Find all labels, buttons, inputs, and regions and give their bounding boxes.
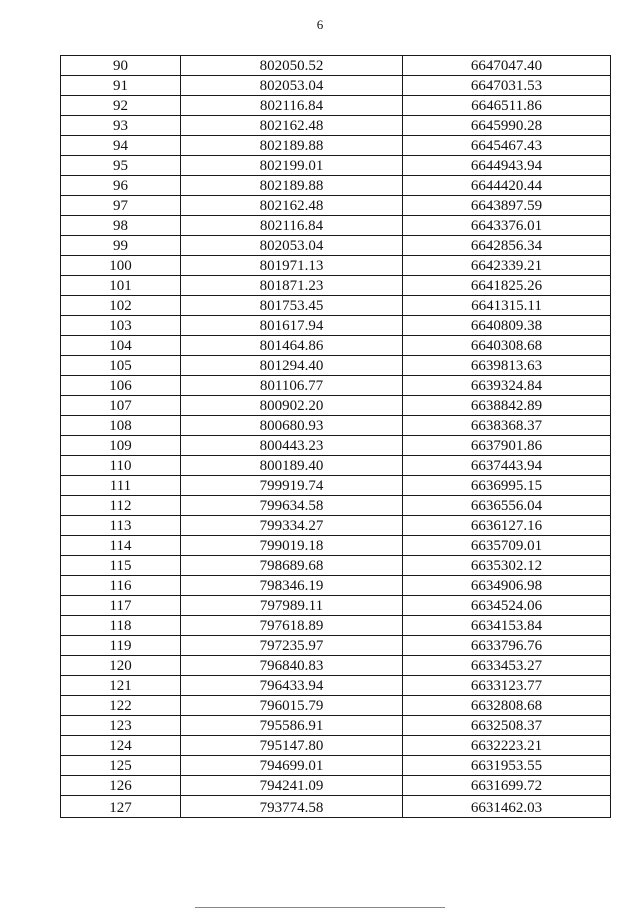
table-row (61, 796, 611, 818)
x-coordinate-cell: 800902.20 (181, 396, 403, 416)
y-coordinate-cell: 6638368.37 (403, 416, 611, 436)
table-row (61, 756, 611, 776)
point-number-cell: 96 (61, 176, 181, 196)
x-coordinate-cell: 796840.83 (181, 656, 403, 676)
coordinates-table-body (61, 56, 611, 818)
table-row (61, 376, 611, 396)
x-coordinate-cell: 799634.58 (181, 496, 403, 516)
page-number: 6 (316, 17, 324, 32)
point-number-cell: 110 (61, 456, 181, 476)
point-number-cell: 100 (61, 256, 181, 276)
x-coordinate-cell: 802050.52 (181, 56, 403, 76)
point-number-cell: 109 (61, 436, 181, 456)
point-number-cell: 107 (61, 396, 181, 416)
point-number-cell: 115 (61, 556, 181, 576)
x-coordinate-cell: 798346.19 (181, 576, 403, 596)
table-row (61, 316, 611, 336)
y-coordinate-cell: 6638842.89 (403, 396, 611, 416)
coordinates-table (60, 55, 611, 818)
x-coordinate-cell: 802199.01 (181, 156, 403, 176)
point-number-cell: 126 (61, 776, 181, 796)
point-number-cell: 103 (61, 316, 181, 336)
point-number-cell: 114 (61, 536, 181, 556)
point-number-cell: 101 (61, 276, 181, 296)
y-coordinate-cell: 6645990.28 (403, 116, 611, 136)
table-row (61, 536, 611, 556)
table-row (61, 696, 611, 716)
x-coordinate-cell: 801106.77 (181, 376, 403, 396)
y-coordinate-cell: 6633453.27 (403, 656, 611, 676)
x-coordinate-cell: 796015.79 (181, 696, 403, 716)
point-number-cell: 93 (61, 116, 181, 136)
x-coordinate-cell: 802116.84 (181, 216, 403, 236)
y-coordinate-cell: 6632223.21 (403, 736, 611, 756)
y-coordinate-cell: 6640809.38 (403, 316, 611, 336)
y-coordinate-cell: 6635302.12 (403, 556, 611, 576)
x-coordinate-cell: 797235.97 (181, 636, 403, 656)
point-number-cell: 99 (61, 236, 181, 256)
x-coordinate-cell: 799019.18 (181, 536, 403, 556)
table-row (61, 136, 611, 156)
table-row (61, 736, 611, 756)
x-coordinate-cell: 801971.13 (181, 256, 403, 276)
x-coordinate-cell: 801871.23 (181, 276, 403, 296)
table-row (61, 296, 611, 316)
x-coordinate-cell: 800680.93 (181, 416, 403, 436)
x-coordinate-cell: 802162.48 (181, 116, 403, 136)
x-coordinate-cell: 798689.68 (181, 556, 403, 576)
table-row (61, 356, 611, 376)
table-row (61, 176, 611, 196)
table-row (61, 676, 611, 696)
y-coordinate-cell: 6631462.03 (403, 796, 611, 818)
table-row (61, 216, 611, 236)
table-row (61, 336, 611, 356)
x-coordinate-cell: 794241.09 (181, 776, 403, 796)
table-row (61, 416, 611, 436)
x-coordinate-cell: 793774.58 (181, 796, 403, 818)
point-number-cell: 94 (61, 136, 181, 156)
point-number-cell: 106 (61, 376, 181, 396)
table-row (61, 96, 611, 116)
y-coordinate-cell: 6632808.68 (403, 696, 611, 716)
point-number-cell: 112 (61, 496, 181, 516)
table-row (61, 716, 611, 736)
x-coordinate-cell: 801617.94 (181, 316, 403, 336)
y-coordinate-cell: 6637443.94 (403, 456, 611, 476)
y-coordinate-cell: 6632508.37 (403, 716, 611, 736)
y-coordinate-cell: 6641825.26 (403, 276, 611, 296)
x-coordinate-cell: 802116.84 (181, 96, 403, 116)
x-coordinate-cell: 797618.89 (181, 616, 403, 636)
table-row (61, 476, 611, 496)
bottom-rule (195, 907, 445, 908)
x-coordinate-cell: 795147.80 (181, 736, 403, 756)
y-coordinate-cell: 6636556.04 (403, 496, 611, 516)
table-row (61, 456, 611, 476)
x-coordinate-cell: 802053.04 (181, 76, 403, 96)
table-row (61, 636, 611, 656)
x-coordinate-cell: 801753.45 (181, 296, 403, 316)
table-row (61, 276, 611, 296)
y-coordinate-cell: 6634906.98 (403, 576, 611, 596)
table-row (61, 56, 611, 76)
point-number-cell: 124 (61, 736, 181, 756)
table-row (61, 516, 611, 536)
y-coordinate-cell: 6639813.63 (403, 356, 611, 376)
point-number-cell: 113 (61, 516, 181, 536)
table-row (61, 116, 611, 136)
table-row (61, 236, 611, 256)
y-coordinate-cell: 6636995.15 (403, 476, 611, 496)
y-coordinate-cell: 6634524.06 (403, 596, 611, 616)
point-number-cell: 91 (61, 76, 181, 96)
y-coordinate-cell: 6644943.94 (403, 156, 611, 176)
point-number-cell: 127 (61, 796, 181, 818)
y-coordinate-cell: 6631953.55 (403, 756, 611, 776)
x-coordinate-cell: 795586.91 (181, 716, 403, 736)
table-row (61, 156, 611, 176)
y-coordinate-cell: 6631699.72 (403, 776, 611, 796)
y-coordinate-cell: 6634153.84 (403, 616, 611, 636)
point-number-cell: 119 (61, 636, 181, 656)
table-row (61, 776, 611, 796)
y-coordinate-cell: 6639324.84 (403, 376, 611, 396)
point-number-cell: 98 (61, 216, 181, 236)
point-number-cell: 108 (61, 416, 181, 436)
point-number-cell: 92 (61, 96, 181, 116)
y-coordinate-cell: 6644420.44 (403, 176, 611, 196)
point-number-cell: 97 (61, 196, 181, 216)
y-coordinate-cell: 6636127.16 (403, 516, 611, 536)
x-coordinate-cell: 794699.01 (181, 756, 403, 776)
table-row (61, 196, 611, 216)
x-coordinate-cell: 802189.88 (181, 136, 403, 156)
table-row (61, 436, 611, 456)
table-row (61, 616, 611, 636)
table-row (61, 596, 611, 616)
y-coordinate-cell: 6633123.77 (403, 676, 611, 696)
y-coordinate-cell: 6645467.43 (403, 136, 611, 156)
point-number-cell: 116 (61, 576, 181, 596)
table-row (61, 576, 611, 596)
table-row (61, 256, 611, 276)
table-row (61, 496, 611, 516)
x-coordinate-cell: 802053.04 (181, 236, 403, 256)
point-number-cell: 95 (61, 156, 181, 176)
point-number-cell: 121 (61, 676, 181, 696)
x-coordinate-cell: 799919.74 (181, 476, 403, 496)
y-coordinate-cell: 6640308.68 (403, 336, 611, 356)
table-row (61, 656, 611, 676)
y-coordinate-cell: 6646511.86 (403, 96, 611, 116)
point-number-cell: 122 (61, 696, 181, 716)
x-coordinate-cell: 800443.23 (181, 436, 403, 456)
y-coordinate-cell: 6633796.76 (403, 636, 611, 656)
y-coordinate-cell: 6642339.21 (403, 256, 611, 276)
point-number-cell: 104 (61, 336, 181, 356)
x-coordinate-cell: 801294.40 (181, 356, 403, 376)
y-coordinate-cell: 6643897.59 (403, 196, 611, 216)
x-coordinate-cell: 799334.27 (181, 516, 403, 536)
y-coordinate-cell: 6641315.11 (403, 296, 611, 316)
table-row (61, 396, 611, 416)
y-coordinate-cell: 6647031.53 (403, 76, 611, 96)
x-coordinate-cell: 797989.11 (181, 596, 403, 616)
y-coordinate-cell: 6647047.40 (403, 56, 611, 76)
point-number-cell: 105 (61, 356, 181, 376)
table-row (61, 556, 611, 576)
x-coordinate-cell: 796433.94 (181, 676, 403, 696)
y-coordinate-cell: 6642856.34 (403, 236, 611, 256)
point-number-cell: 118 (61, 616, 181, 636)
point-number-cell: 123 (61, 716, 181, 736)
x-coordinate-cell: 800189.40 (181, 456, 403, 476)
y-coordinate-cell: 6643376.01 (403, 216, 611, 236)
point-number-cell: 125 (61, 756, 181, 776)
point-number-cell: 117 (61, 596, 181, 616)
table-row (61, 76, 611, 96)
point-number-cell: 90 (61, 56, 181, 76)
point-number-cell: 120 (61, 656, 181, 676)
x-coordinate-cell: 802162.48 (181, 196, 403, 216)
x-coordinate-cell: 801464.86 (181, 336, 403, 356)
y-coordinate-cell: 6635709.01 (403, 536, 611, 556)
y-coordinate-cell: 6637901.86 (403, 436, 611, 456)
point-number-cell: 111 (61, 476, 181, 496)
x-coordinate-cell: 802189.88 (181, 176, 403, 196)
point-number-cell: 102 (61, 296, 181, 316)
